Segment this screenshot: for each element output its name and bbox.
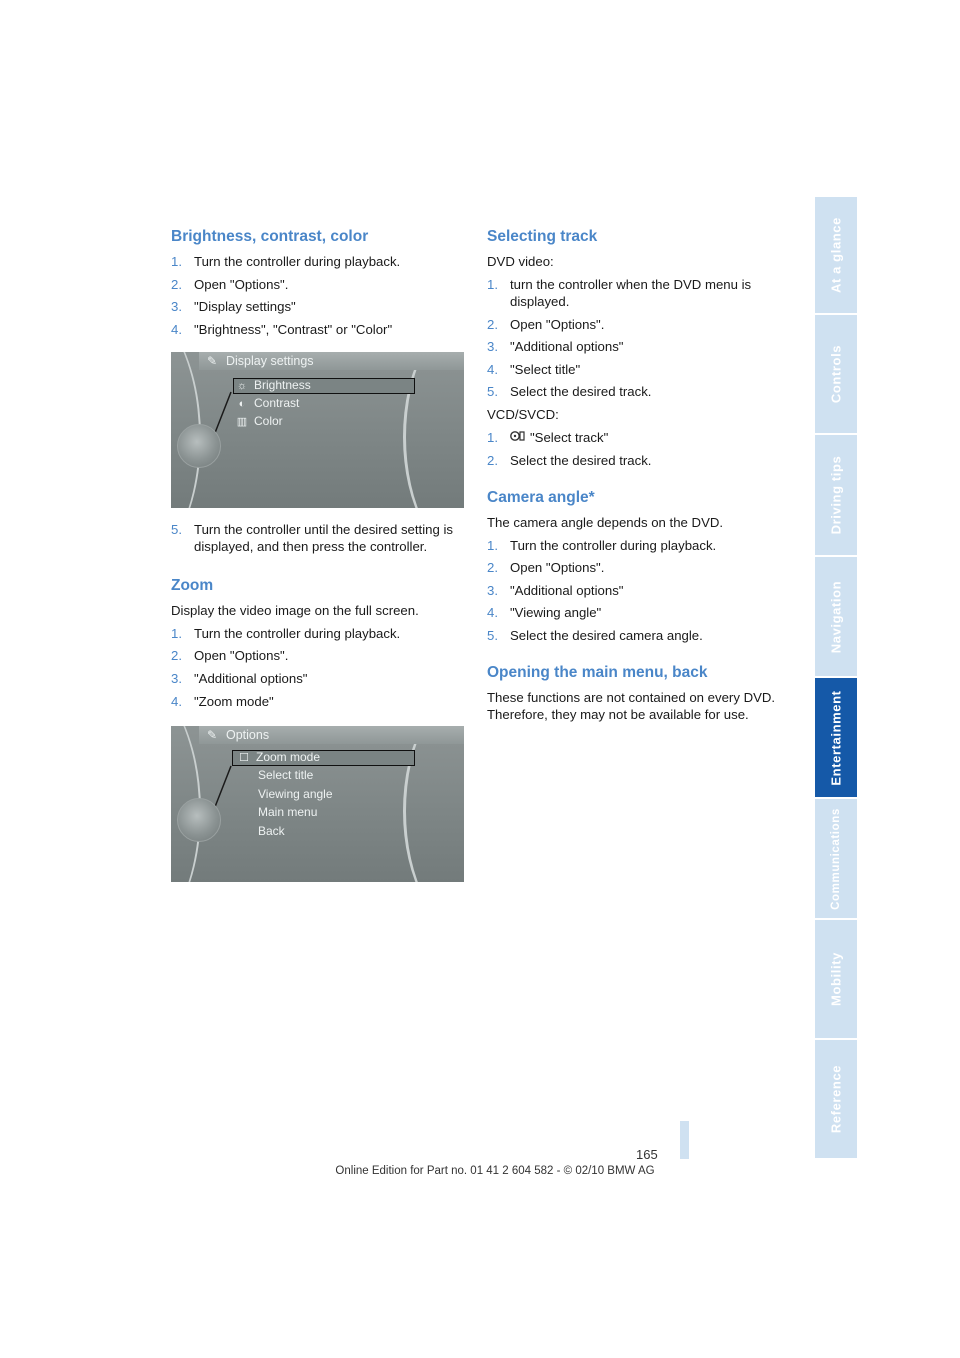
menu-item-contrast: ◐ Contrast — [235, 396, 299, 410]
screen-title: Display settings — [226, 353, 314, 368]
settings-icon: ✎ — [207, 353, 218, 368]
list-item: 1. Turn the controller during playback. — [171, 625, 401, 641]
heading-selecting-track: Selecting track — [487, 228, 598, 245]
page-number: 165 — [636, 1147, 658, 1162]
checkbox-icon: ☐ — [239, 751, 249, 764]
main-menu-text: These functions are not contained on every DVD. Therefore, they may not be available for use. — [487, 689, 776, 722]
list-item: 5. Turn the controller until the desired setting is displayed, and then press the controller. — [171, 521, 453, 554]
heading-zoom: Zoom — [171, 576, 214, 594]
list-item: 2. Open "Options". — [171, 648, 289, 664]
list-item: 4. "Zoom mode" — [171, 693, 274, 709]
list-item: 1. "Select track" — [487, 429, 609, 445]
section-main-menu — [487, 664, 783, 723]
edition-footer: Online Edition for Part no. 01 41 2 604 582 - © 02/10 BMW AG — [335, 1165, 655, 1177]
camera-steps — [487, 537, 783, 644]
list-item: 2. Select the desired track. — [487, 452, 652, 468]
sun-icon: ☼ — [236, 379, 248, 392]
brightness-steps — [171, 253, 467, 338]
list-item: 3. "Display settings" — [171, 299, 296, 315]
display-settings-screenshot — [171, 352, 464, 508]
camera-intro: The camera angle depends on the DVD. — [487, 514, 724, 530]
sidebar-item-mobility[interactable]: Mobility — [815, 920, 857, 1040]
dvd-steps — [487, 276, 783, 400]
list-item: 3. "Additional options" — [487, 582, 624, 598]
list-item: 2. Open "Options". — [487, 560, 605, 576]
controller-knob-icon — [177, 424, 221, 468]
options-icon: ✎ — [207, 727, 218, 742]
menu-item-back: Back — [258, 823, 285, 838]
sidebar-item-navigation[interactable]: Navigation — [815, 557, 857, 678]
section-brightness — [171, 228, 467, 555]
sidebar-item-controls[interactable]: Controls — [815, 315, 857, 435]
list-item: 3. "Additional options" — [487, 339, 624, 355]
list-item: 2. Open "Options". — [171, 276, 289, 292]
controller-knob-icon — [177, 798, 221, 842]
heading-camera-angle: Camera angle* — [487, 488, 595, 506]
zoom-intro: Display the video image on the full screen. — [171, 602, 419, 618]
list-item: 1. Turn the controller during playback. — [171, 254, 401, 269]
section-camera-angle — [487, 489, 783, 644]
list-item: 4. "Viewing angle" — [487, 605, 602, 621]
contrast-icon: ◐ — [238, 397, 246, 410]
screen-title: Options — [226, 727, 270, 742]
list-item: 3. "Additional options" — [171, 670, 308, 686]
dvd-video-label: DVD video: — [487, 254, 554, 269]
heading-brightness: Brightness, contrast, color — [171, 228, 369, 245]
section-zoom — [171, 577, 467, 882]
sidebar-item-driving-tips[interactable]: Driving tips — [815, 435, 857, 557]
list-item: 1. turn the controller when the DVD menu is displayed. — [487, 277, 752, 309]
brightness-step5 — [171, 521, 467, 555]
zoom-steps — [171, 625, 467, 710]
list-item: 2. Open "Options". — [487, 316, 605, 332]
menu-item-brightness: ☼ Brightness — [236, 377, 311, 392]
chapter-sidebar — [815, 197, 857, 1160]
options-screenshot — [171, 726, 464, 882]
heading-main-menu: Opening the main menu, back — [487, 663, 708, 681]
sidebar-item-entertainment[interactable]: Entertainment — [815, 678, 857, 799]
disc-icon — [510, 429, 526, 446]
sidebar-item-communications[interactable]: Communications — [815, 799, 857, 920]
list-item: 4. "Brightness", "Contrast" or "Color" — [171, 321, 393, 337]
menu-item-select-title: Select title — [258, 767, 314, 782]
list-item: 1. Turn the controller during playback. — [487, 537, 717, 553]
sidebar-item-reference[interactable]: Reference — [815, 1040, 857, 1160]
menu-item-color: ▥ Color — [236, 413, 283, 428]
vcd-steps — [487, 429, 783, 469]
menu-item-zoom-mode: ☐ Zoom mode — [237, 750, 320, 764]
color-icon: ▥ — [236, 415, 248, 428]
menu-item-main-menu: Main menu — [258, 804, 318, 819]
vcd-svcd-label: VCD/SVCD: — [487, 406, 559, 422]
section-selecting-track — [487, 228, 783, 469]
list-item: 4. "Select title" — [487, 361, 581, 377]
sidebar-item-at-a-glance[interactable]: At a glance — [815, 197, 857, 315]
left-column — [171, 228, 467, 898]
list-item: 5. Select the desired camera angle. — [487, 627, 703, 643]
right-column — [487, 228, 783, 739]
page-marker-bar — [680, 1121, 689, 1159]
list-item: 5. Select the desired track. — [487, 384, 652, 400]
menu-item-viewing-angle: Viewing angle — [258, 786, 333, 801]
